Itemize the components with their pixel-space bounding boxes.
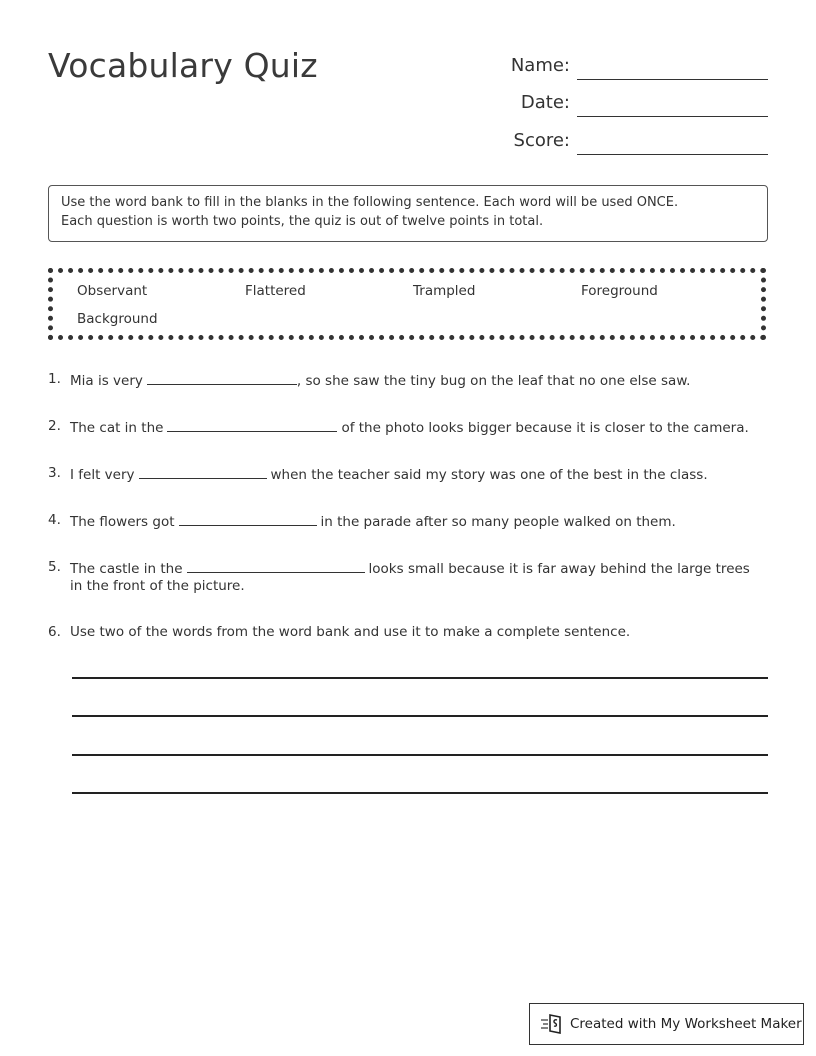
date-field (470, 87, 768, 117)
question-number: 3. (48, 465, 61, 481)
word-bank (48, 268, 766, 340)
sentence-answer-line[interactable] (72, 754, 768, 756)
sentence-answer-line[interactable] (72, 677, 768, 679)
answer-blank[interactable] (179, 511, 317, 526)
question-text: The cat in the (70, 420, 164, 436)
question-text: in the parade after so many people walked on them. (320, 514, 676, 530)
question-number: 6. (48, 624, 61, 640)
score-label: Score: (513, 130, 570, 151)
name-input-line[interactable] (577, 79, 768, 80)
name-field (470, 50, 768, 80)
footer-label: Created with My Worksheet Maker (570, 1016, 802, 1032)
question-text: Mia is very (70, 373, 143, 389)
date-label: Date: (520, 92, 570, 113)
question-number: 5. (48, 559, 61, 575)
word-bank-item: Foreground (581, 283, 658, 299)
instructions-line-1: Use the word bank to fill in the blanks in the following sentence. Each word will be used ONCE. (61, 195, 679, 210)
worksheet-maker-logo-icon (540, 1013, 564, 1035)
question-text: Use two of the words from the word bank and use it to make a complete sentence. (70, 624, 631, 640)
quiz-title: Vocabulary Quiz (48, 46, 318, 85)
date-input-line[interactable] (577, 116, 768, 117)
question-text: in the front of the picture. (70, 578, 245, 594)
question-text: looks small because it is far away behind the large trees (368, 561, 750, 577)
question-text: The castle in the (70, 561, 183, 577)
instructions-box (48, 185, 768, 242)
answer-blank[interactable] (147, 370, 297, 385)
word-bank-item: Trampled (413, 283, 476, 299)
question-text: of the photo looks bigger because it is closer to the camera. (341, 420, 749, 436)
score-input-line[interactable] (577, 154, 768, 155)
footer-badge[interactable] (529, 1003, 804, 1045)
question-text: , so she saw the tiny bug on the leaf that no one else saw. (296, 373, 691, 389)
sentence-answer-line[interactable] (72, 715, 768, 717)
answer-blank[interactable] (167, 417, 337, 432)
question-number: 4. (48, 512, 61, 528)
question-text: when the teacher said my story was one of the best in the class. (270, 467, 708, 483)
instructions-line-2: Each question is worth two points, the quiz is out of twelve points in total. (61, 214, 544, 229)
word-bank-item: Background (77, 311, 158, 327)
score-field (470, 125, 768, 155)
question-text: The flowers got (70, 514, 175, 530)
word-bank-item: Flattered (245, 283, 306, 299)
question-number: 1. (48, 371, 61, 387)
word-bank-item: Observant (77, 283, 148, 299)
name-label: Name: (510, 55, 570, 76)
sentence-answer-line[interactable] (72, 792, 768, 794)
answer-blank[interactable] (139, 464, 267, 479)
question-text: I felt very (70, 467, 135, 483)
question-number: 2. (48, 418, 61, 434)
answer-blank[interactable] (187, 558, 365, 573)
